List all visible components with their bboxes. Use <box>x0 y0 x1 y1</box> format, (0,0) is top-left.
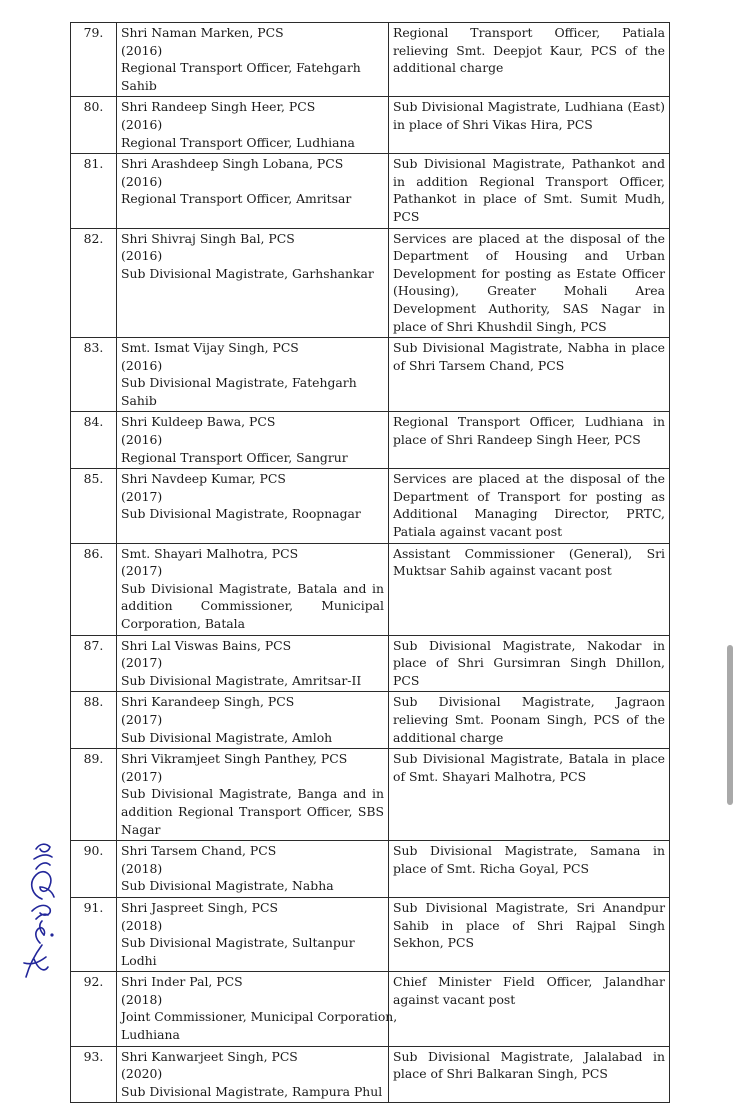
officer-name: Shri Jaspreet Singh, PCS <box>121 899 278 915</box>
current-posting-line: Sub Divisional Magistrate, Banga and in <box>121 786 384 802</box>
current-posting: Sub Divisional Magistrate, Garhshankar <box>121 265 374 281</box>
current-posting: Regional Transport Officer, Amritsar <box>121 191 352 207</box>
officer-batch: (2018) <box>121 860 163 876</box>
current-posting-line: Ludhiana <box>121 1027 180 1043</box>
current-posting <box>121 785 384 838</box>
officer-cell <box>117 412 389 469</box>
current-posting: Regional Transport Officer, Ludhiana <box>121 134 355 150</box>
new-posting: Services are placed at the disposal of the Department of Transport for posting as Additional Managing Director, PRTC, Patiala against vacant post <box>389 469 670 543</box>
table-row <box>71 972 670 1046</box>
officer-batch: (2016) <box>121 173 163 189</box>
officer-name: Shri Randeep Singh Heer, PCS <box>121 99 316 115</box>
current-posting: Regional Transport Officer, Sangrur <box>121 449 348 465</box>
new-posting: Sub Divisional Magistrate, Samana in place of Smt. Richa Goyal, PCS <box>389 841 670 898</box>
officer-cell <box>117 543 389 635</box>
officer-name: Shri Navdeep Kumar, PCS <box>121 471 286 487</box>
officer-batch: (2017) <box>121 711 163 727</box>
new-posting: Regional Transport Officer, Patiala relieving Smt. Deepjot Kaur, PCS of the additional charge <box>389 23 670 97</box>
officer-cell <box>117 692 389 749</box>
current-posting: Sub Divisional Magistrate, Amloh <box>121 729 333 745</box>
serial-number: 80. <box>71 97 117 154</box>
officer-cell <box>117 635 389 692</box>
officer-name: Smt. Shayari Malhotra, PCS <box>121 545 299 561</box>
officer-batch: (2017) <box>121 563 163 579</box>
new-posting: Chief Minister Field Officer, Jalandhar against vacant post <box>389 972 670 1046</box>
serial-number: 87. <box>71 635 117 692</box>
table-row <box>71 692 670 749</box>
officer-cell <box>117 338 389 412</box>
officer-batch: (2016) <box>121 42 163 58</box>
officer-batch: (2016) <box>121 116 163 132</box>
handwritten-signature <box>14 835 62 985</box>
officer-batch: (2016) <box>121 248 163 264</box>
serial-number: 90. <box>71 841 117 898</box>
current-posting-line: Joint Commissioner, Municipal Corporation, <box>121 1009 398 1025</box>
current-posting: Sub Divisional Magistrate, Amritsar-II <box>121 672 362 688</box>
serial-number: 84. <box>71 412 117 469</box>
officer-batch: (2018) <box>121 917 163 933</box>
new-posting: Sub Divisional Magistrate, Nakodar in place of Shri Gursimran Singh Dhillon, PCS <box>389 635 670 692</box>
current-posting: Sub Divisional Magistrate, Rampura Phul <box>121 1083 383 1099</box>
new-posting: Services are placed at the disposal of the Department of Housing and Urban Development for posting as Estate Officer (Housing), Greater Mohali Area Development Authority, SAS Nagar in place of Shri Khushdil Singh, PCS <box>389 228 670 338</box>
new-posting: Sub Divisional Magistrate, Jalalabad in place of Shri Balkaran Singh, PCS <box>389 1046 670 1103</box>
officer-cell <box>117 972 398 1046</box>
officer-cell <box>117 154 389 228</box>
serial-number: 81. <box>71 154 117 228</box>
current-posting-line: addition Commissioner, Municipal <box>121 598 384 614</box>
officer-name: Shri Arashdeep Singh Lobana, PCS <box>121 156 344 172</box>
current-posting-line: Corporation, Batala <box>121 616 246 631</box>
serial-number: 93. <box>71 1046 117 1103</box>
table-row <box>71 97 670 154</box>
new-posting: Sub Divisional Magistrate, Jagraon relieving Smt. Poonam Singh, PCS of the additional charge <box>389 692 670 749</box>
officer-cell <box>117 469 389 543</box>
table-row <box>71 469 670 543</box>
officer-name: Shri Karandeep Singh, PCS <box>121 694 295 710</box>
officer-name: Shri Shivraj Singh Bal, PCS <box>121 230 295 246</box>
new-posting: Assistant Commissioner (General), Sri Muktsar Sahib against vacant post <box>389 543 670 635</box>
officer-batch: (2017) <box>121 488 163 504</box>
table-row <box>71 749 670 841</box>
officer-batch: (2016) <box>121 432 163 448</box>
table-row <box>71 841 670 898</box>
serial-number: 91. <box>71 897 117 971</box>
officer-batch: (2017) <box>121 655 163 671</box>
officer-name: Shri Inder Pal, PCS <box>121 974 243 990</box>
new-posting: Sub Divisional Magistrate, Ludhiana (East) in place of Shri Vikas Hira, PCS <box>389 97 670 154</box>
officer-cell <box>117 897 389 971</box>
new-posting: Sub Divisional Magistrate, Sri Anandpur Sahib in place of Shri Rajpal Singh Sekhon, PCS <box>389 897 670 971</box>
officer-batch: (2016) <box>121 357 163 373</box>
current-posting: Sub Divisional Magistrate, Fatehgarh Sahib <box>121 375 357 408</box>
officer-batch: (2020) <box>121 1066 163 1082</box>
officer-cell <box>117 841 389 898</box>
serial-number: 85. <box>71 469 117 543</box>
serial-number: 83. <box>71 338 117 412</box>
table-row <box>71 154 670 228</box>
table-row <box>71 228 670 338</box>
current-posting-line: Nagar <box>121 821 161 837</box>
new-posting: Sub Divisional Magistrate, Nabha in place of Shri Tarsem Chand, PCS <box>389 338 670 412</box>
current-posting: Regional Transport Officer, Fatehgarh Sahib <box>121 60 361 93</box>
new-posting: Sub Divisional Magistrate, Batala in place of Smt. Shayari Malhotra, PCS <box>389 749 670 841</box>
officer-name: Smt. Ismat Vijay Singh, PCS <box>121 340 299 356</box>
current-posting: Sub Divisional Magistrate, Nabha <box>121 878 334 894</box>
serial-number: 92. <box>71 972 117 1046</box>
new-posting: Sub Divisional Magistrate, Pathankot and in addition Regional Transport Officer, Pathankot in place of Smt. Sumit Mudh, PCS <box>389 154 670 228</box>
officer-name: Shri Lal Viswas Bains, PCS <box>121 637 292 653</box>
officer-name: Shri Tarsem Chand, PCS <box>121 843 277 859</box>
officer-name: Shri Vikramjeet Singh Panthey, PCS <box>121 751 348 767</box>
current-posting <box>121 580 384 633</box>
officer-cell <box>117 23 389 97</box>
officer-name: Shri Kanwarjeet Singh, PCS <box>121 1048 298 1064</box>
table-body <box>71 23 670 1103</box>
officer-cell <box>117 749 389 841</box>
serial-number: 82. <box>71 228 117 338</box>
officer-batch: (2018) <box>121 991 163 1007</box>
table-row <box>71 412 670 469</box>
serial-number: 88. <box>71 692 117 749</box>
serial-number: 89. <box>71 749 117 841</box>
vertical-scrollbar[interactable] <box>727 645 733 805</box>
table-row <box>71 543 670 635</box>
officer-name: Shri Kuldeep Bawa, PCS <box>121 414 276 430</box>
officer-cell <box>117 228 389 338</box>
table-row <box>71 23 670 97</box>
serial-number: 79. <box>71 23 117 97</box>
table-row <box>71 1046 670 1103</box>
new-posting: Regional Transport Officer, Ludhiana in place of Shri Randeep Singh Heer, PCS <box>389 412 670 469</box>
current-posting: Sub Divisional Magistrate, Roopnagar <box>121 506 361 522</box>
officer-cell <box>117 1046 389 1103</box>
table-row <box>71 635 670 692</box>
current-posting-line: Sub Divisional Magistrate, Batala and in <box>121 580 384 596</box>
current-posting: Sub Divisional Magistrate, Sultanpur Lodhi <box>121 935 355 968</box>
officer-name: Shri Naman Marken, PCS <box>121 25 284 40</box>
current-posting <box>121 1008 398 1043</box>
officer-batch: (2017) <box>121 768 163 784</box>
table-row <box>71 897 670 971</box>
current-posting-line: addition Regional Transport Officer, SBS <box>121 803 384 819</box>
serial-number: 86. <box>71 543 117 635</box>
table-row <box>71 338 670 412</box>
officer-cell <box>117 97 389 154</box>
transfer-orders-table <box>70 22 670 1103</box>
